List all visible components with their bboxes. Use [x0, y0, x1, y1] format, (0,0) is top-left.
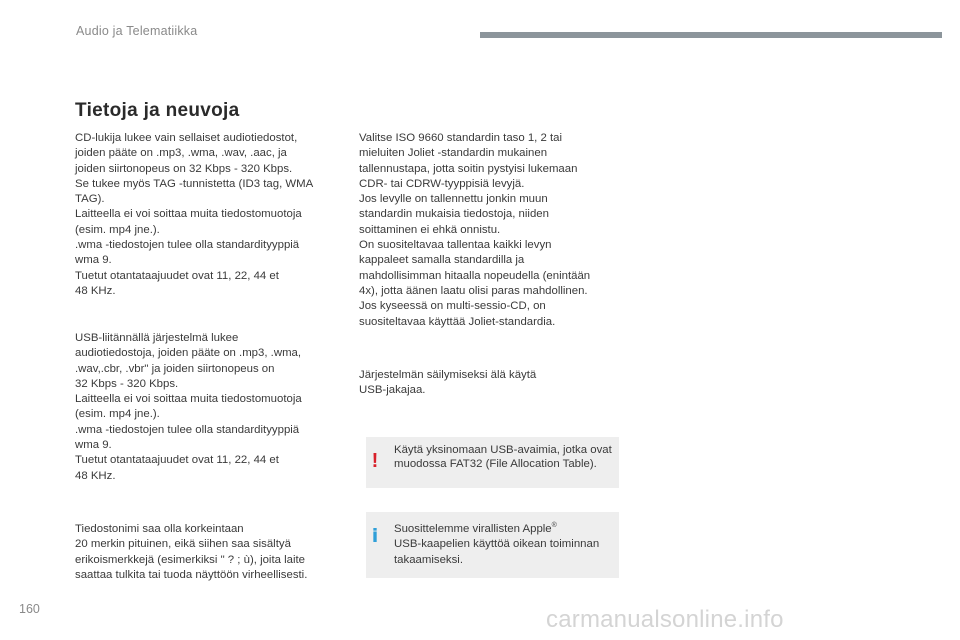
warning-notice — [366, 437, 619, 488]
section-title: Audio ja Telematiikka — [76, 24, 198, 38]
paragraph-usb-formats: USB-liitännällä järjestelmä lukee audiotiedostoja, joiden pääte on .mp3, .wma, .wav,.cbr, .vbr" ja joiden siirtonopeus on 32 Kbps - 320 Kbps. Laitteella ei voi soittaa muita tiedostomuotoja (esim. mp4 jne.). .wma -tiedostojen tulee olla standardityyppiä wma 9. Tuetut otantataajuudet ovat 11, 22, 44 et 48 KHz. — [75, 332, 302, 482]
watermark: carmanualsonline.info — [546, 606, 784, 633]
header-bar — [480, 32, 942, 38]
info-text — [394, 518, 612, 568]
page-number: 160 — [19, 602, 40, 616]
info-text-end: USB-kaapelien käyttöä oikean toiminnan takaamiseksi. — [394, 538, 600, 566]
info-notice — [366, 512, 619, 578]
info-icon: i — [371, 525, 379, 547]
registered-trademark: ® — [551, 522, 557, 529]
paragraph-iso-standard: Valitse ISO 9660 standardin taso 1, 2 tai mieluiten Joliet -standardin mukainen tallennustapa, jotta soitin pystyisi lukemaan CDR- tai CDRW-tyyppisiä levyjä. Jos levylle on tallennettu jonkin muun standardin mukaisia tiedostoja, niiden soittaminen ei ehkä onnistu. On suositeltavaa tallentaa kaikki levyn kappaleet samalla standardilla ja mahdollisimman hitaalla nopeudella (enintään 4x), jotta äänen laatu olisi paras mahdollinen. Jos kyseessä on multi-sessio-CD, on suositeltavaa käyttää Joliet-standardia. — [359, 132, 591, 328]
paragraph-cd-formats: CD-lukija lukee vain sellaiset audiotiedostot, joiden pääte on .mp3, .wma, .wav, .aac, ja joiden siirtonopeus on 32 Kbps - 320 Kbps. Se tukee myös TAG -tunnistetta (ID3 tag, WMA TAG). Laitteella ei voi soittaa muita tiedostomuotoja (esim. mp4 jne.). .wma -tiedostojen tulee olla standardityyppiä wma 9. Tuetut otantataajuudet ovat 11, 22, 44 et 48 KHz. — [75, 132, 314, 297]
page-heading: Tietoja ja neuvoja — [75, 100, 240, 121]
warning-text: Käytä yksinomaan USB-avaimia, jotka ovat muodossa FAT32 (File Allocation Table). — [394, 444, 612, 470]
paragraph-usb-hub: Järjestelmän säilymiseksi älä käytä USB-jakajaa. — [359, 369, 537, 397]
paragraph-filename-rules: Tiedostonimi saa olla korkeintaan 20 merkin pituinen, eikä siihen saa sisältyä erikoismerkkejä (esimerkiksi " ? ; ù), joita laite saattaa tulkita tai tuoda näyttöön virheellisesti. — [75, 523, 308, 581]
warning-icon: ! — [371, 450, 379, 472]
info-text-start: Suosittelemme virallisten Apple — [394, 522, 552, 535]
